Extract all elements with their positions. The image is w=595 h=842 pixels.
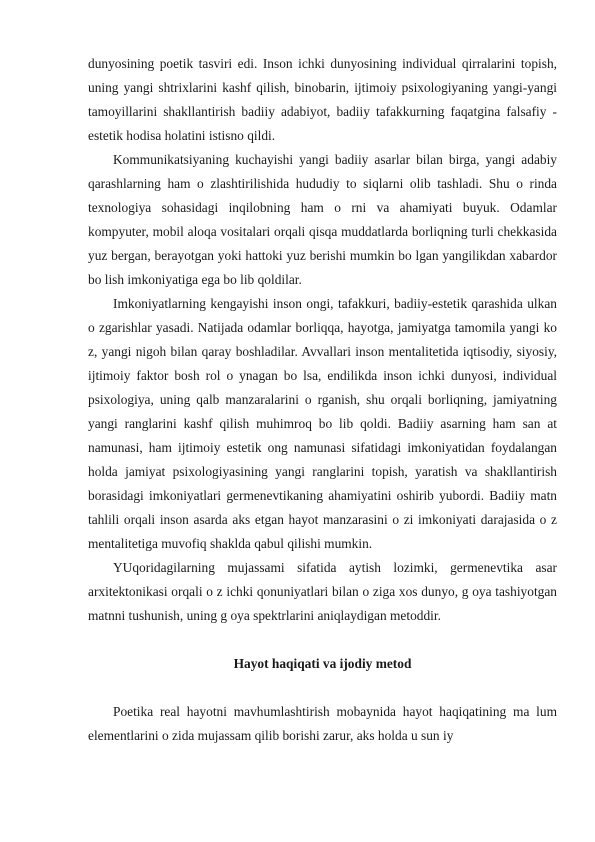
paragraph-5: Poetika real hayotni mavhumlashtirish mobaynida hayot haqiqatining ma lum elementlarini o zida mujassam qilib borishi zarur, aks holda u sun iy bbox=[88, 704, 557, 743]
paragraph-1: dunyosining poetik tasviri edi. Inson ichki dunyosining individual qirralarini topish, uning yangi shtrixlarini kashf qilish, binobarin, ijtimoiy psixologiyaning yangi-yangi tamoyillarini shakllantirish badiiy adabiyot, badiiy tafakkurning faqatgina falsafiy - estetik hodisa holatini istisno qildi. bbox=[88, 56, 557, 143]
section-heading: Hayot haqiqati va ijodiy metod bbox=[233, 656, 412, 671]
document-page bbox=[88, 52, 557, 748]
paragraph-4: YUqoridagilarning mujassami sifatida aytish lozimki, germenevtika asar arxitektonikasi orqali o z ichki qonuniyatlari bilan o ziga xos dunyo, g oya tashiyotgan matnni tushunish, uning g oya spektrlarini aniqlaydigan metoddir. bbox=[88, 560, 557, 623]
paragraph-3: Imkoniyatlarning kengayishi inson ongi, tafakkuri, badiiy-estetik qarashida ulkan o zgarishlar yasadi. Natijada odamlar borliqqa, hayotga, jamiyatga tamomila yangi ko z, yangi nigoh bilan qaray boshladilar. Avvallari inson mentalitetida iqtisodiy, siyosiy, ijtimoiy faktor bosh rol o ynagan bo lsa, endilikda inson ichki dunyosi, individual psixologiya, uning qalb manzaralarini o rganish, shu orqali borliqning, jamiyatning yangi ranglarini kashf qilish muhimroq bo lib qoldi. Badiiy asarning ham san at namunasi, ham ijtimoiy estetik ong namunasi sifatidagi imkoniyatidan foydalangan holda jamiyat psixologiyasining yangi ranglarini topish, yaratish va shakllantirish borasidagi imkoniyatlari germenevtikaning ahamiyatini oshirib yubordi. Badiiy matn tahlili orqali inson asarda aks etgan hayot manzarasini o zi imkoniyati darajasida o z mentalitetiga muvofiq shaklda qabul qilishi mumkin. bbox=[88, 296, 557, 551]
paragraph-2: Kommunikatsiyaning kuchayishi yangi badiiy asarlar bilan birga, yangi adabiy qarashlarning ham o zlashtirilishida hududiy to siqlarni olib tashladi. Shu o rinda texnologiya sohasidagi inqilobning ham o rni va ahamiyati buyuk. Odamlar kompyuter, mobil aloqa vositalari orqali qisqa muddatlarda borliqning turli chekkasida yuz bergan, berayotgan yoki hattoki yuz berishi mumkin bo lgan yangilikdan xabardor bo lish imkoniyatiga ega bo lib qoldilar. bbox=[88, 152, 557, 287]
